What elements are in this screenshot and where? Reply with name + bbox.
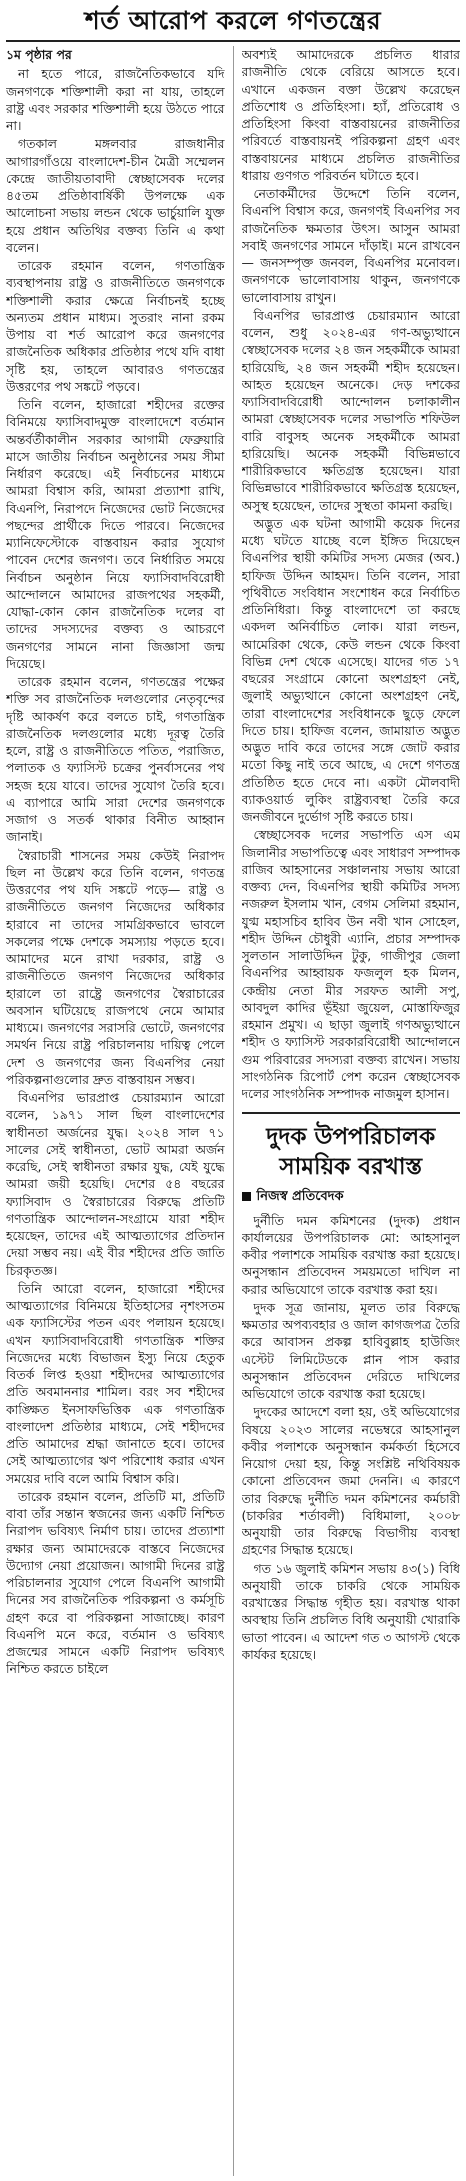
paragraph: বিএনপির ভারপ্রাপ্ত চেয়ারম্যান আরো বলেন, শুধু ২০২৪-এর গণ-অভ্যুত্থানে স্বেচ্ছাসেবক দলের ২৪ জন সহকর্মীকে আমরা হারিয়েছি, ২৪ জন সহকর্মী শহীদ হয়েছেন। আহত হয়েছেন অনেকে। দেড় দশকের ফ্যাসিবাদবিরোধী আন্দোলন চলাকালীন আমরা স্বেচ্ছাসেবক দলের সভাপতি শফিউল বারি বাবুসহ অনেক সহকর্মীকে আমরা হারিয়েছি। অনেক সহকর্মী বিভিন্নভাবে শারীরিকভাবে ক্ষতিগ্রস্ত হয়েছেন। যারা বিভিন্নভাবে শারীরিকভাবে ক্ষতিগ্রস্ত হয়েছেন, অসুস্থ হয়েছেন, তাদের সুস্থতা কামনা করছি। [241,307,460,513]
story-divider [242,1112,461,1114]
column-divider [233,46,234,2176]
right-column [242,46,461,2176]
byline [242,1188,461,1205]
byline-text: নিজস্ব প্রতিবেদক [256,1189,344,1205]
left-column [6,46,225,2176]
paragraph: তিনি আরো বলেন, হাজারো শহীদের আত্মত্যাগের বিনিময়ে ইতিহাসের নৃশংসতম এক ফ্যাসিস্টের পতন এবং পলায়ন হয়েছে। এখন ফ্যাসিবাদবিরোধী গণতান্ত্রিক শক্তির নিজেদের মধ্যে বিভাজন ইস্যু নিয়ে হেতুক বিতর্ক লিপ্ত হওয়া শহীদদের আত্মত্যাগের প্রতি অবমাননার শামিল। বরং সব শহীদের কাঙ্ক্ষিত ইনসাফভিত্তিক এক গণতান্ত্রিক বাংলাদেশ প্রতিষ্ঠার মাধ্যমে, সেই শহীদদের প্রতি আমাদের শ্রদ্ধা জানাতে হবে। তাদের সেই আত্মত্যাগের ঋণ পরিশোধ করার এখন সময়ের দাবি বলে আমি বিশ্বাস করি। [6,1280,225,1486]
paragraph: তিনি বলেন, হাজারো শহীদের রক্তের বিনিময়ে ফ্যাসিবাদমুক্ত বাংলাদেশে বর্তমান অন্তর্বর্তীকালীন সরকার আগামী ফেব্রুয়ারি মাসে জাতীয় নির্বাচন অনুষ্ঠানের সময় সীমা নির্ধারণ করেছে। এই নির্বাচনের মাধ্যমে আমরা বিশ্বাস করি, আমরা প্রত্যাশা রাখি, বিএনপি, নিরাপদে নিজেদের ভোট নিজেদের পছন্দের প্রার্থীকে দিতে পারবে। নিজেদের ম্যানিফেস্টোকে বাস্তবায়ন করার সুযোগ পাবেন দেশের জনগণ। তবে নির্ধারিত সময়ে নির্বাচন অনুষ্ঠান নিয়ে ফ্যাসিবাদবিরোধী আন্দোলনে আমাদের রাজপথের সহকর্মী, যোদ্ধা-কোন কোন রাজনৈতিক দলের বা তাদের সদস্যদের বক্তব্য ও আচরণে জনগণের সামনে নানা জিজ্ঞাসা জন্ম দিয়েছে। [6,397,225,671]
paragraph: নেতাকর্মীদের উদ্দেশে তিনি বলেন, বিএনপি বিশ্বাস করে, জনগণই বিএনপির সব রাজনৈতিক ক্ষমতার উৎস। আসুন আমরা সবাই জনগণের সামনে দাঁড়াই। মনে রাখবেন— জনসম্পৃক্ত জনবল, বিএনপির মনোবল। জনগণকে ভালোবাসায় থাকুন, জনগণকে ভালোবাসায় রাখুন। [241,186,460,305]
continuation-label: ১ম পৃষ্ঠার পর [6,47,72,62]
paragraph: গত ১৬ জুলাই কমিশন সভায় ৪৩(১) বিধি অনুযায়ী তাকে চাকরি থেকে সাময়িক বরখাস্তের সিদ্ধান্ত গৃহীত হয়। বরখাস্ত থাকা অবস্থায় তিনি প্রচলিত বিধি অনুযায়ী খোরাকি ভাতা পাবেন। এ আদেশ গত ৩ আগস্ট থেকে কার্যকর হয়েছে। [241,1560,460,1662]
paragraph: বিএনপির ভারপ্রাপ্ত চেয়ারম্যান আরো বলেন, ১৯৭১ সাল ছিল বাংলাদেশের স্বাধীনতা অর্জনের যুদ্ধ। ২০২৪ সাল ৭১ সালের সেই স্বাধীনতা, ভোট আমরা অর্জন করেছি, সেই স্বাধীনতা রক্ষার যুদ্ধ, যেই যুদ্ধে আমরা জয়ী হয়েছি। দেশের ৫৪ বছরের ফ্যাসিবাদ ও স্বৈরাচারের বিরুদ্ধে প্রতিটি গণতান্ত্রিক আন্দোলন-সংগ্রামে যারা শহীদ হয়েছেন, তাদের এই আত্মত্যাগের প্রতিদান দেয়া সম্ভব নয়। এই বীর শহীদের প্রতি জাতি চিরকৃতজ্ঞ। [6,1090,225,1278]
second-story-headline: দুদক উপপরিচালক সাময়িক বরখাস্ত [266,1124,436,1181]
paragraph: তারেক রহমান বলেন, প্রতিটি মা, প্রতিটি বাবা তাঁর সন্তান স্বজনের জন্য একটি নিশ্চিত নিরাপদ ভবিষ্যৎ নির্মাণ চায়। তাদের প্রত্যাশা রক্ষার জন্য আমাদেরকে বাস্তবে নিজেদের উদ্যোগ নেয়া প্রয়োজন। আগামী দিনের রাষ্ট্র পরিচালনার সুযোগ পেলে বিএনপি আগামী দিনের সব রাজনৈতিক পরিকল্পনা ও কর্মসূচি গ্রহণ করে বা পরিকল্পনা সাজাচ্ছে। কারণ বিএনপি মনে করে, বর্তমান ও ভবিষ্যৎ প্রজন্মের সামনে একটি নিরাপদ ভবিষ্যৎ নিশ্চিত করতে চাইলে [6,1488,225,1677]
square-bullet-icon [242,1192,251,1201]
paragraph: দুদক সূত্র জানায়, মূলত তার বিরুদ্ধে ক্ষমতার অপব্যবহার ও জাল কাগজপত্র তৈরি করে আবাসন প্রকল্প হাবিবুল্লাহ হাউজিং এস্টেট লিমিটেডকে প্লান পাস করার অনুসন্ধান প্রতিবেদন দেরিতে দাখিলের অভিযোগে তাকে বরখাস্ত করা হয়েছে। [241,1299,460,1401]
paragraph: গতকাল মঙ্গলবার রাজধানীর আগারগাঁওয়ে বাংলাদেশ-চীন মৈত্রী সম্মেলন কেন্দ্রে জাতীয়তাবাদী স্বেচ্ছাসেবক দলের ৪৫তম প্রতিষ্ঠাবার্ষিকী উপলক্ষে এক আলোচনা সভায় লন্ডন থেকে ভার্চুয়ালি যুক্ত হয়ে প্রধান অতিথির বক্তব্য তিনি এ কথা বলেন। [6,136,225,255]
paragraph: অদ্ভুত এক ঘটনা আগামী কয়েক দিনের মধ্যে ঘটতে যাচ্ছে বলে ইঙ্গিত দিয়েছেন বিএনপির স্থায়ী কমিটির সদস্য মেজর (অব.) হাফিজ উদ্দিন আহমদ। তিনি বলেন, সারা পৃথিবীতে সংবিধান সংশোধন করে নির্বাচিত প্রতিনিধিরা। কিন্তু বাংলাদেশে তা করছে একদল অনির্বাচিত লোক। যারা লন্ডন, আমেরিকা থেকে, কেউ লন্ডন থেকে কিংবা বিভিন্ন দেশ থেকে এসেছে। যাদের গত ১৭ বছরের সংগ্রামে কোনো অংশগ্রহণ নেই, জুলাই অভ্যুত্থানে কোনো অংশগ্রহণ নেই, তারা বাংলাদেশের সংবিধানকে ছুড়ে ফেলে দিতে চায়। হাফিজ বলেন, জামায়াত অদ্ভুত অদ্ভুত দাবি করে তাদের সঙ্গে জোট করার মতো কিছু নাই তবে আছে, এ দেশে গণতন্ত্র প্রতিষ্ঠিত হতে দেবে না। একটা মৌলবাদী ব্যাকওয়ার্ড লুকিং রাষ্ট্রব্যবস্থা তৈরি করে জনজীবনে দুর্ভোগ সৃষ্টি করতে চায়। [241,515,460,824]
article-columns [6,46,460,2176]
paragraph: অবশ্যই আমাদেরকে প্রচলিত ধারার রাজনীতি থেকে বেরিয়ে আসতে হবে। এখানে একজন বক্তা উল্লেখ করেছেন প্রতিশোধ ও প্রতিহিংসা। হ্যাঁ, প্রতিরোধ ও প্রতিহিংসা কিংবা বাস্তবায়নের রাজনীতির পরিবর্তে বাস্তবায়নই পরিকল্পনা গ্রহণ এবং বাস্তবায়নের মাধ্যমে প্রচলিত রাজনীতির ধারায় গুণগত পরিবর্তন ঘটাতে হবে। [241,47,460,183]
paragraph: না হতে পারে, রাজনৈতিকভাবে যদি জনগণকে শক্তিশালী করা না যায়, তাহলে রাষ্ট্র এবং সরকার শক্তিশালী হয়ে উঠতে পারে না। [6,66,225,133]
paragraph: স্বেচ্ছাসেবক দলের সভাপতি এস এম জিলানীর সভাপতিত্বে এবং সাধারণ সম্পাদক রাজিব আহসানের সঞ্চালনায় সভায় আরো বক্তব্য দেন, বিএনপির স্থায়ী কমিটির সদস্য নজরুল ইসলাম খান, বেগম সেলিমা রহমান, যুগ্ম মহাসচিব হাবিব উন নবী খান সোহেল, শহীদ উদ্দিন চৌধুরী এ্যানি, প্রচার সম্পাদক সুলতান সালাউদ্দিন টুকু, গাজীপুর জেলা বিএনপির আহ্বায়ক ফজলুল হক মিলন, কেন্দ্রীয় নেতা মীর সরফত আলী সপু, আবদুল কাদির ভূঁইয়া জুয়েল, মোস্তাফিজুর রহমান প্রমুখ। এ ছাড়া জুলাই গণঅভ্যুত্থানে শহীদ ও ফ্যাসিস্ট সরকারবিরোধী আন্দোলনে গুম পরিবারের সদস্যরা বক্তব্য রাখেন। সভায় সাংগঠনিক রিপোর্ট পেশ করেন স্বেচ্ছাসেবক দলের সাংগঠনিক সম্পাদক নাজমুল হাসান। [241,827,460,1101]
headline: শর্ত আরোপ করলে গণতন্ত্রের [84,6,382,35]
paragraph: স্বৈরাচারী শাসনের সময় কেউই নিরাপদ ছিল না উল্লেখ করে তিনি বলেন, গণতন্ত্র উত্তরণের পথ যদি সঙ্কটে পড়ে— রাষ্ট্র ও রাজনীতিতে জনগণ নিজেদের অধিকার হারাবে না তাদের সামগ্রিকভাবে ভাবলে সকলের পক্ষে দেশকে সমস্যায় পড়তে হবে। আমাদের মনে রাখা দরকার, রাষ্ট্র ও রাজনীতিতে জনগণ নিজেদের অধিকার হারালে তা রাষ্ট্রে জনগণের স্বৈরাচারের অবসান ঘটিয়েছে রাজপথে নেমে আমার মাধ্যমে। জনগণের সরাসরি ভোটে, জনগণের সমর্থন নিয়ে রাষ্ট্র পরিচালনায় দায়িত্ব পেলে দেশ ও জনগণের জন্য বিএনপির নেয়া পরিকল্পনাগুলোর দ্রুত বাস্তবায়ন সম্ভব। [6,847,225,1087]
headline-rule [6,40,460,42]
paragraph: তারেক রহমান বলেন, গণতন্ত্রের পক্ষের শক্তি সব রাজনৈতিক দলগুলোর নেতৃবৃন্দের দৃষ্টি আকর্ষণ করে বলতে চাই, গণতান্ত্রিক রাজনৈতিক দলগুলোর মধ্যে দূরত্ব তৈরি হলে, রাষ্ট্র ও রাজনীতিতে পতিত, পরাজিত, পলাতক ও ফ্যাসিস্ট চক্রের পুনর্বাসনের পথ সহজ হয়ে যাবে। তাদের সুযোগ তৈরি হবে। এ ব্যাপারে আমি সারা দেশের জনগণকে সজাগ ও সতর্ক থাকার বিনীত আহ্বান জানাই। [6,674,225,845]
paragraph: দুর্নীতি দমন কমিশনের (দুদক) প্রধান কার্যালয়ের উপপরিচালক মো: আহসানুল কবীর পলাশকে সাময়িক বরখাস্ত করা হয়েছে। অনুসন্ধান প্রতিবেদন সময়মতো দাখিল না করার অভিযোগে তাকে বরখাস্ত করা হয়। [241,1212,460,1297]
paragraph: দুদকের আদেশে বলা হয়, ওই অভিযোগের বিষয়ে ২০২৩ সালের নভেম্বরে আহসানুল কবীর পলাশকে অনুসন্ধান কর্মকর্তা হিসেবে নিয়োগ দেয়া হয়, কিন্তু সংশ্লিষ্ট নথিবিষয়ক কোনো প্রতিবেদন জমা দেননি। এ কারণে তার বিরুদ্ধে দুর্নীতি দমন কমিশনের কর্মচারী (চাকরির শর্তাবলী) বিধিমালা, ২০০৮ অনুযায়ী তার বিরুদ্ধে বিভাগীয় ব্যবস্থা গ্রহণের সিদ্ধান্ত হয়েছে। [241,1404,460,1558]
paragraph: তারেক রহমান বলেন, গণতান্ত্রিক ব্যবস্থাপনায় রাষ্ট্র ও রাজনীতিতে জনগণকে শক্তিশালী করার ক্ষেত্রে নির্বাচনই হচ্ছে অন্যতম প্রধান মাধ্যম। সুতরাং নানা রকম উপায় বা শর্ত আরোপ করে জনগণের রাজনৈতিক অধিকার প্রতিষ্ঠার পথে যদি বাধা সৃষ্টি হয়, তাহলে আবারও গণতন্ত্রের উত্তরণের পথ সঙ্কটে পড়বে। [6,258,225,394]
